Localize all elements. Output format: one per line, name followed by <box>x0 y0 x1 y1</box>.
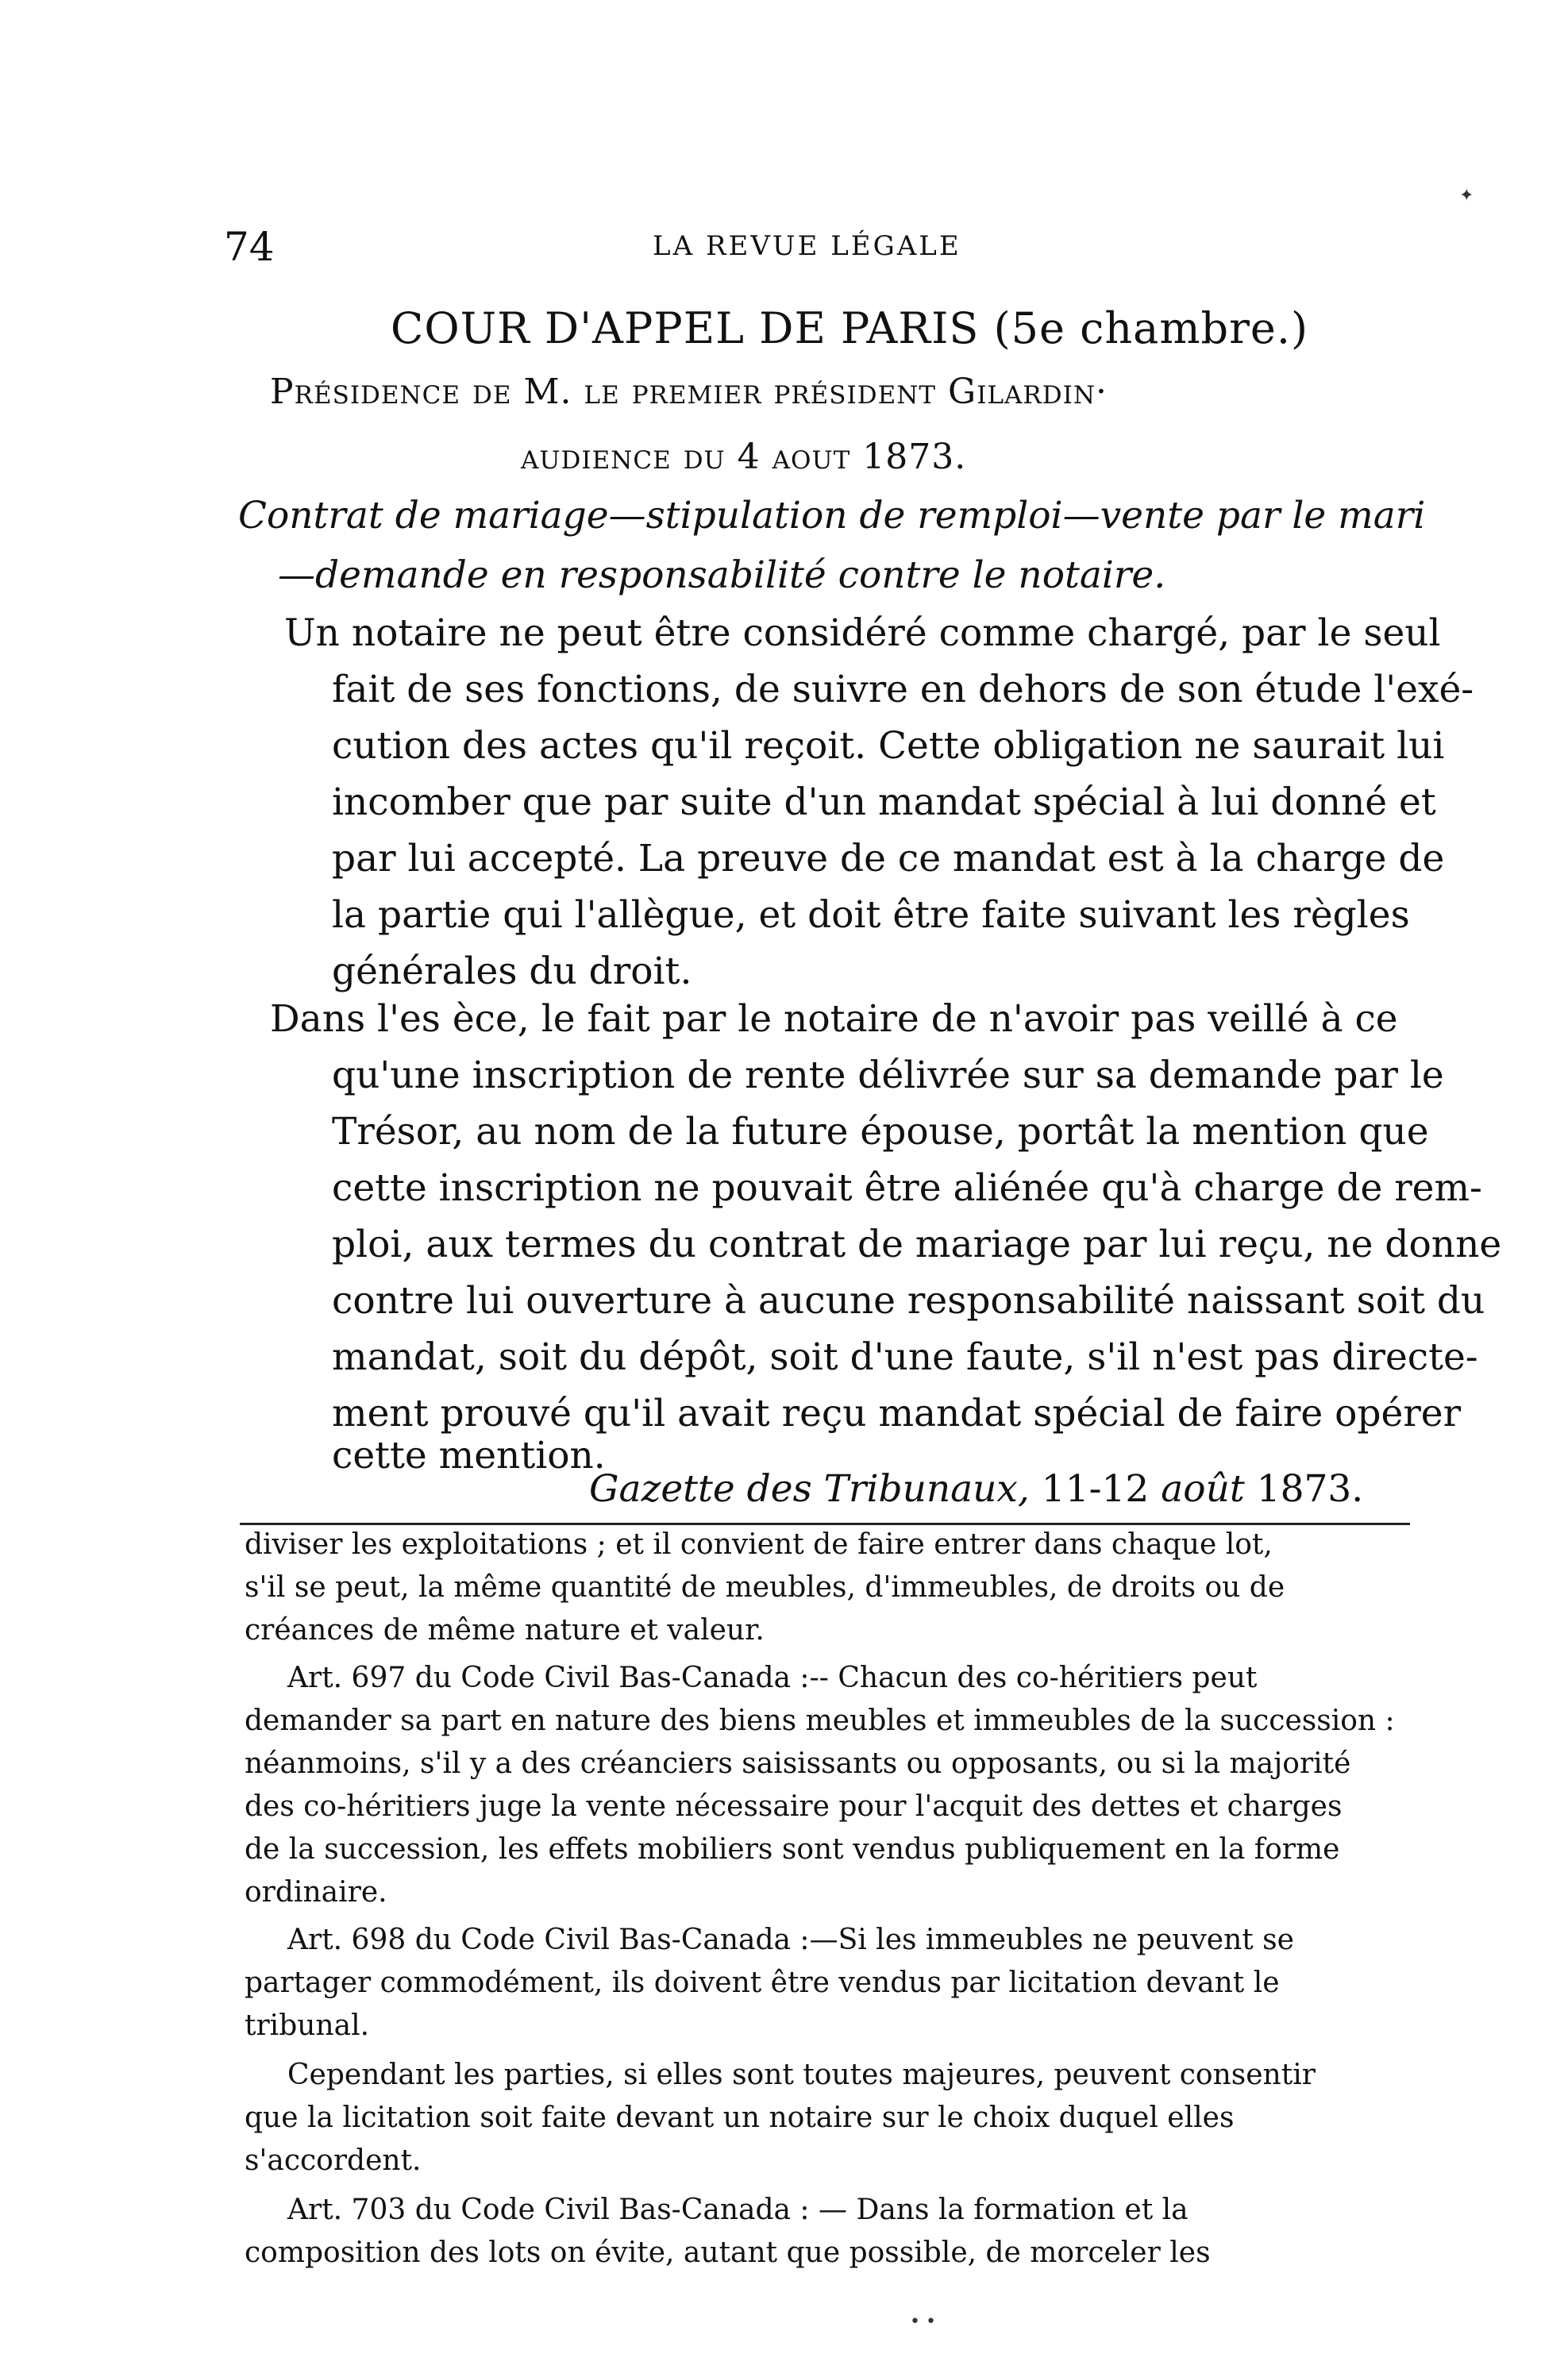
footnote-line: diviser les exploitations ; et il convient de faire entrer dans chaque lot, <box>245 1528 1273 1561</box>
scan-speck: ✦ <box>1459 186 1474 206</box>
footnote-line: ordinaire. <box>245 1876 387 1909</box>
footnote-line: néanmoins, s'il y a des créanciers saisissants ou opposants, ou si la majorité <box>245 1747 1351 1780</box>
footnote-line: tribunal. <box>245 2009 370 2042</box>
footnote-line: Art. 703 du Code Civil Bas-Canada : — Dans la formation et la <box>287 2194 1189 2226</box>
footnote-line: demander sa part en nature des biens meubles et immeubles de la succession : <box>245 1705 1395 1737</box>
summary-line: la partie qui l'allègue, et doit être faite suivant les règles <box>332 893 1410 937</box>
summary-line: qu'une inscription de rente délivrée sur sa demande par le <box>332 1054 1444 1097</box>
subject-line: —demande en responsabilité contre le notaire. <box>278 553 1166 597</box>
footnote-line: créances de même nature et valeur. <box>245 1614 765 1647</box>
footnote-line: que la licitation soit faite devant un notaire sur le choix duquel elles <box>245 2102 1235 2134</box>
footnote-line: des co-héritiers juge la vente nécessaire pour l'acquit des dettes et charges <box>245 1790 1343 1823</box>
summary-line: Un notaire ne peut être considéré comme chargé, par le seul <box>284 611 1441 655</box>
footnote-line: s'accordent. <box>245 2144 422 2177</box>
footnote-line: Cependant les parties, si elles sont toutes majeures, peuvent consentir <box>287 2059 1316 2091</box>
citation-year: 1873. <box>1256 1467 1364 1511</box>
citation <box>589 1467 1363 1511</box>
summary-line: mandat, soit du dépôt, soit d'une faute, s'il n'est pas directe- <box>332 1335 1478 1379</box>
citation-source: Gazette des Tribunaux, <box>589 1467 1030 1511</box>
subject-line: Contrat de mariage—stipulation de remploi—vente par le mari <box>238 494 1426 537</box>
footnote-line: composition des lots on évite, autant que possible, de morceler les <box>245 2236 1211 2269</box>
court-heading: COUR D'APPEL DE PARIS (5e chambre.) <box>391 303 1309 353</box>
summary-line: ploi, aux termes du contrat de mariage par lui reçu, ne donne <box>332 1223 1502 1266</box>
summary-line: cette mention. <box>332 1434 606 1477</box>
summary-line: par lui accepté. La preuve de ce mandat est à la charge de <box>332 837 1445 880</box>
citation-month: août <box>1161 1467 1245 1511</box>
summary-line: fait de ses fonctions, de suivre en dehors de son étude l'exé- <box>332 668 1474 711</box>
footnote-line: Art. 697 du Code Civil Bas-Canada :-- Chacun des co-héritiers peut <box>287 1662 1258 1694</box>
page-number: 74 <box>224 224 275 270</box>
summary-line: incomber que par suite d'un mandat spécial à lui donné et <box>332 780 1436 824</box>
citation-days: 11-12 <box>1041 1467 1150 1511</box>
presidency-line: Présidence de M. le premier président Gilardin· <box>270 372 1108 412</box>
running-head <box>224 224 1399 272</box>
footnote-line: s'il se peut, la même quantité de meubles, d'immeubles, de droits ou de <box>245 1571 1285 1604</box>
summary-line: contre lui ouverture à aucune responsabilité naissant soit du <box>332 1279 1485 1323</box>
journal-title: LA REVUE LÉGALE <box>653 230 961 262</box>
summary-line: générales du droit. <box>332 950 692 993</box>
summary-line: ment prouvé qu'il avait reçu mandat spécial de faire opérer <box>332 1392 1462 1435</box>
footnote-line: partager commodément, ils doivent être vendus par licitation devant le <box>245 1967 1280 1999</box>
summary-line: Dans l'es èce, le fait par le notaire de n'avoir pas veillé à ce <box>270 997 1398 1041</box>
footnote-line: Art. 698 du Code Civil Bas-Canada :—Si les immeubles ne peuvent se <box>287 1924 1294 1956</box>
summary-line: Trésor, au nom de la future épouse, portât la mention que <box>332 1110 1429 1154</box>
scan-speck: • • <box>910 2312 936 2332</box>
audience-date: audience du 4 aout 1873. <box>521 437 967 477</box>
summary-line: cette inscription ne pouvait être aliénée qu'à charge de rem- <box>332 1166 1482 1210</box>
summary-line: cution des actes qu'il reçoit. Cette obligation ne saurait lui <box>332 724 1445 768</box>
footnote-line: de la succession, les effets mobiliers sont vendus publiquement en la forme <box>245 1833 1340 1866</box>
footnote-divider <box>240 1523 1410 1525</box>
